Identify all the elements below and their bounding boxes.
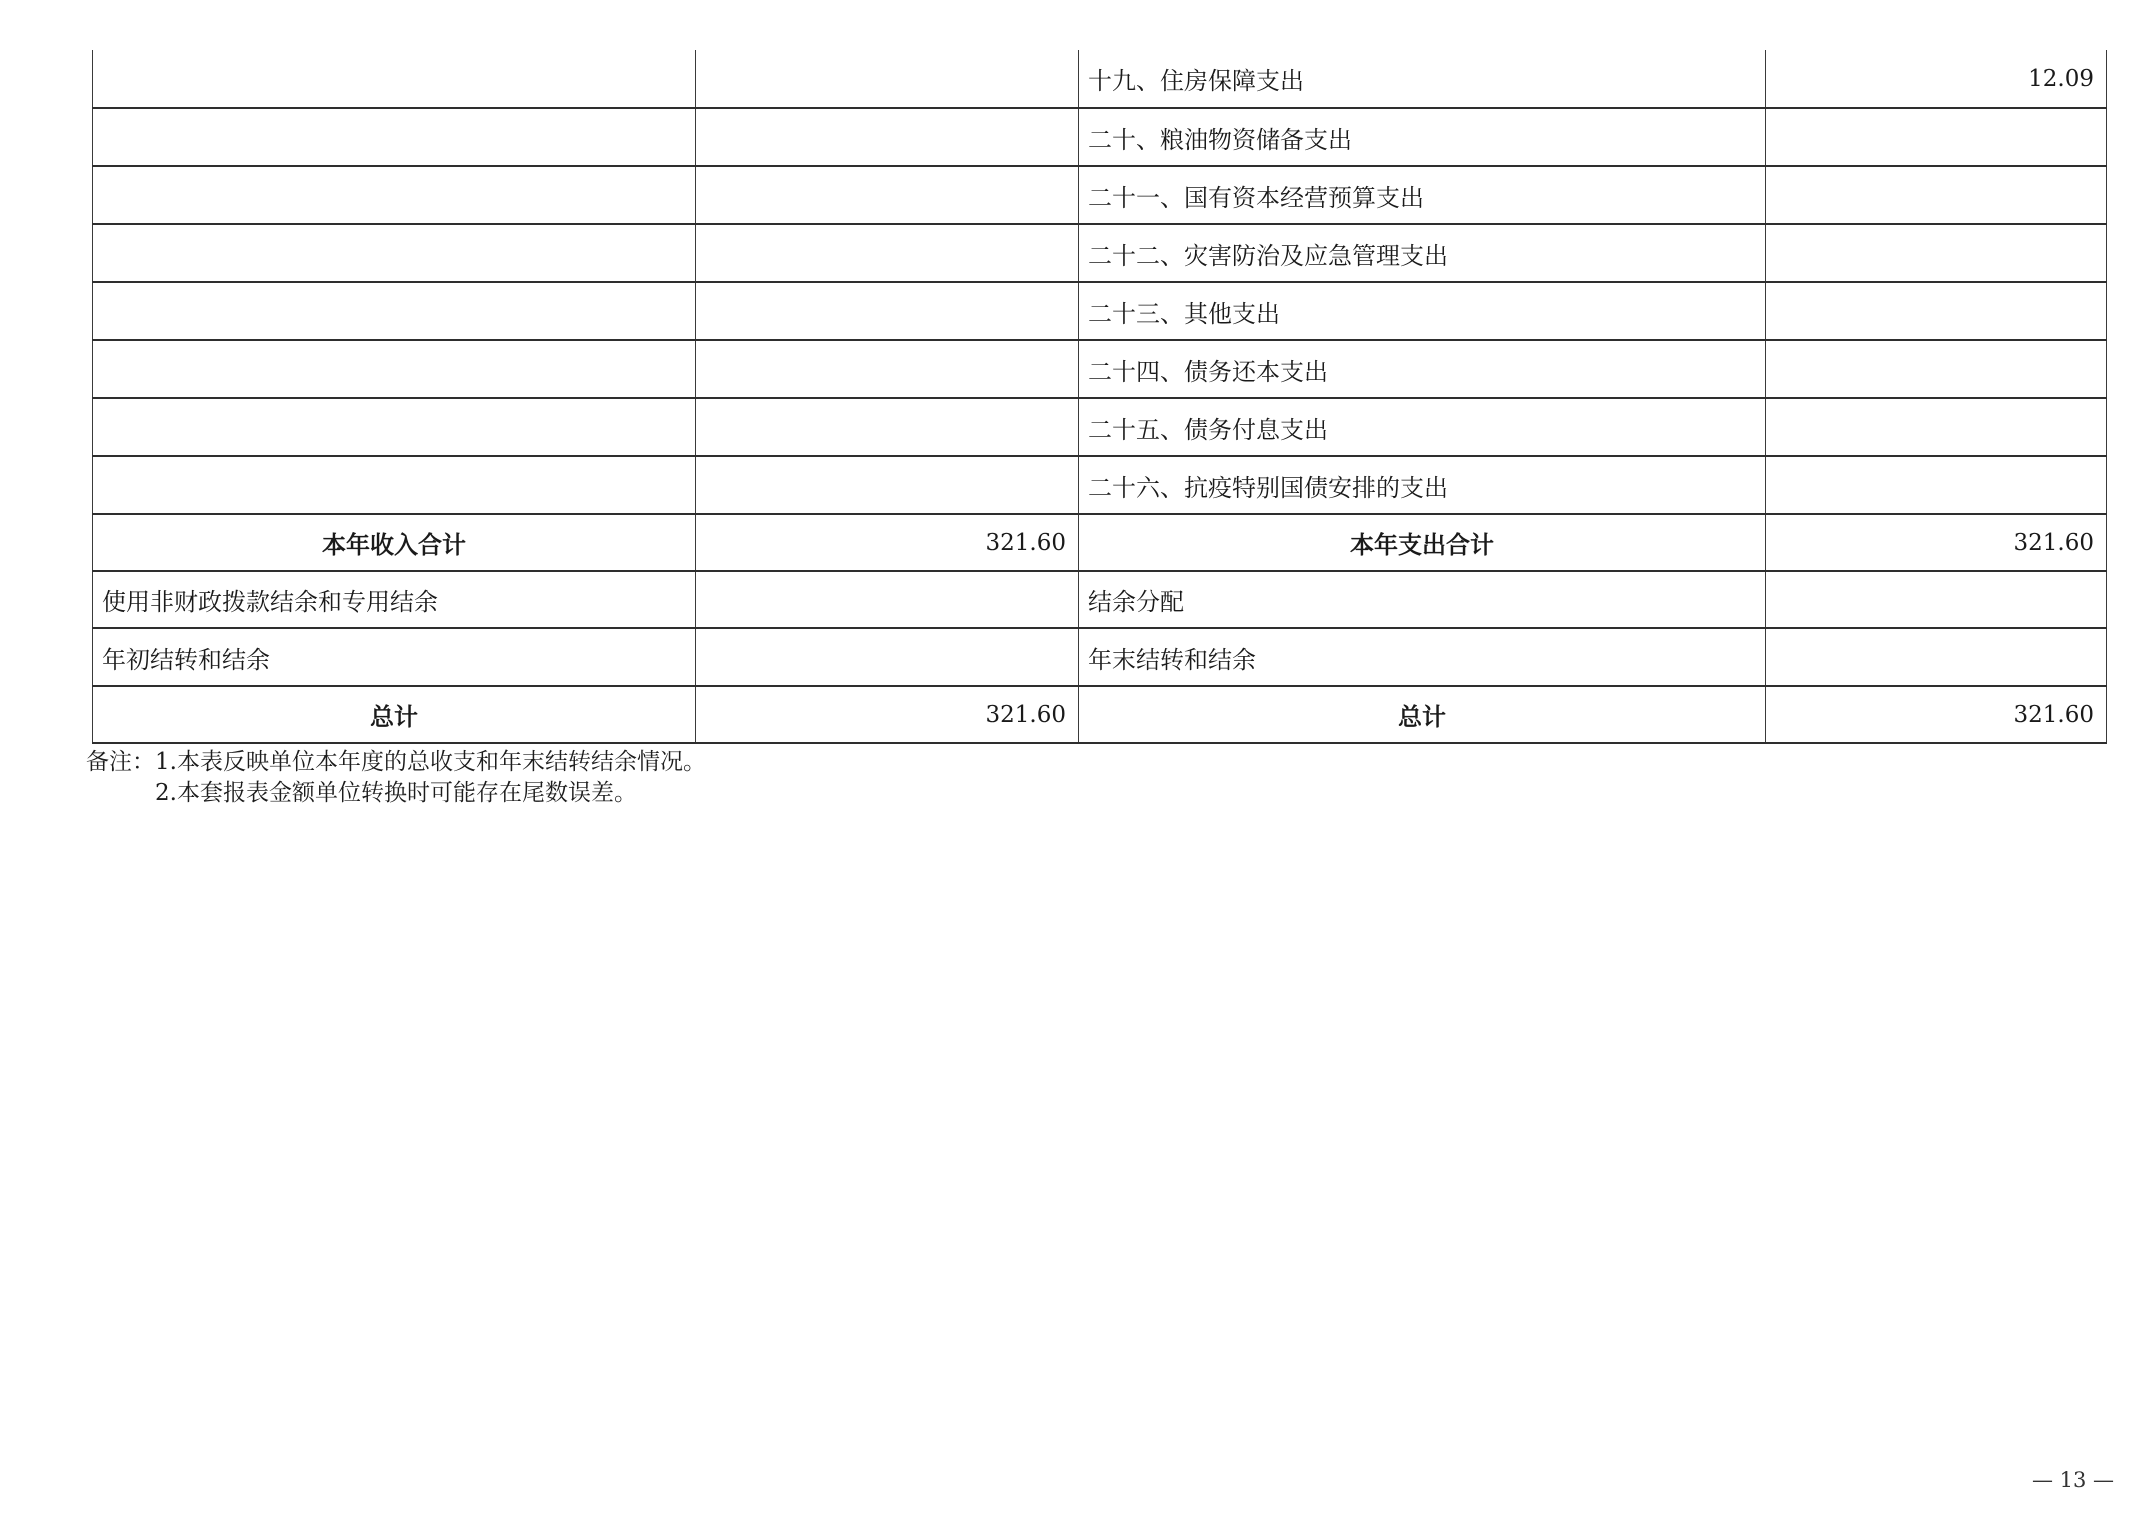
income-amount-cell [696, 50, 1079, 108]
annual-expenditure-total-amount-cell: 321.60 [1766, 514, 2107, 571]
table-row [93, 340, 2107, 398]
expenditure-amount-cell [1766, 224, 2107, 282]
expenditure-amount-cell [1766, 108, 2107, 166]
income-item-cell [93, 398, 696, 456]
table-row [93, 398, 2107, 456]
annual-income-total-label-cell: 本年收入合计 [93, 514, 696, 571]
income-item-cell [93, 50, 696, 108]
expenditure-item-cell: 二十四、债务还本支出 [1079, 340, 1766, 398]
expenditure-amount-cell [1766, 340, 2107, 398]
footnote-line-1: 1.本表反映单位本年度的总收支和年末结转结余情况。 [155, 749, 706, 775]
expenditure-amount-cell [1766, 456, 2107, 514]
expenditure-item-cell: 结余分配 [1079, 571, 1766, 628]
table-row [93, 50, 2107, 108]
income-amount-cell [696, 166, 1079, 224]
footnote-prefix: 备注： [86, 749, 155, 775]
footnote-lines [155, 747, 706, 809]
income-amount-cell [696, 456, 1079, 514]
annual-total-row [93, 514, 2107, 571]
income-item-cell [93, 224, 696, 282]
income-amount-cell [696, 398, 1079, 456]
expenditure-amount-cell [1766, 166, 2107, 224]
income-amount-cell [696, 628, 1079, 686]
table-row [93, 108, 2107, 166]
footnotes [86, 747, 706, 809]
expenditure-amount-cell [1766, 282, 2107, 340]
expenditure-amount-cell [1766, 571, 2107, 628]
footnote-line-2: 2.本套报表金额单位转换时可能存在尾数误差。 [155, 780, 637, 806]
expenditure-amount-cell [1766, 628, 2107, 686]
page-number: — 13 — [2031, 1468, 2115, 1492]
income-item-cell [93, 340, 696, 398]
grand-total-expenditure-amount-cell: 321.60 [1766, 686, 2107, 743]
income-amount-cell [696, 571, 1079, 628]
grand-total-expenditure-label-cell: 总计 [1079, 686, 1766, 743]
expenditure-item-cell: 二十二、灾害防治及应急管理支出 [1079, 224, 1766, 282]
income-item-cell: 年初结转和结余 [93, 628, 696, 686]
income-item-cell [93, 108, 696, 166]
expenditure-item-cell: 二十、粮油物资储备支出 [1079, 108, 1766, 166]
income-expenditure-summary-table [92, 50, 2107, 744]
annual-expenditure-total-label-cell: 本年支出合计 [1079, 514, 1766, 571]
table-row [93, 224, 2107, 282]
expenditure-item-cell: 年末结转和结余 [1079, 628, 1766, 686]
expenditure-item-cell: 二十一、国有资本经营预算支出 [1079, 166, 1766, 224]
expenditure-item-cell: 二十六、抗疫特别国债安排的支出 [1079, 456, 1766, 514]
table-row [93, 628, 2107, 686]
table-row [93, 571, 2107, 628]
expenditure-amount-cell [1766, 398, 2107, 456]
expenditure-item-cell: 二十五、债务付息支出 [1079, 398, 1766, 456]
income-amount-cell [696, 224, 1079, 282]
income-amount-cell [696, 282, 1079, 340]
income-amount-cell [696, 108, 1079, 166]
annual-income-total-amount-cell: 321.60 [696, 514, 1079, 571]
table-row [93, 456, 2107, 514]
income-amount-cell [696, 340, 1079, 398]
income-item-cell [93, 282, 696, 340]
expenditure-amount-cell: 12.09 [1766, 50, 2107, 108]
grand-total-income-label-cell: 总计 [93, 686, 696, 743]
expenditure-item-cell: 十九、住房保障支出 [1079, 50, 1766, 108]
table-row [93, 282, 2107, 340]
expenditure-item-cell: 二十三、其他支出 [1079, 282, 1766, 340]
table-row [93, 166, 2107, 224]
income-item-cell [93, 456, 696, 514]
grand-total-row [93, 686, 2107, 743]
income-item-cell: 使用非财政拨款结余和专用结余 [93, 571, 696, 628]
grand-total-income-amount-cell: 321.60 [696, 686, 1079, 743]
income-item-cell [93, 166, 696, 224]
